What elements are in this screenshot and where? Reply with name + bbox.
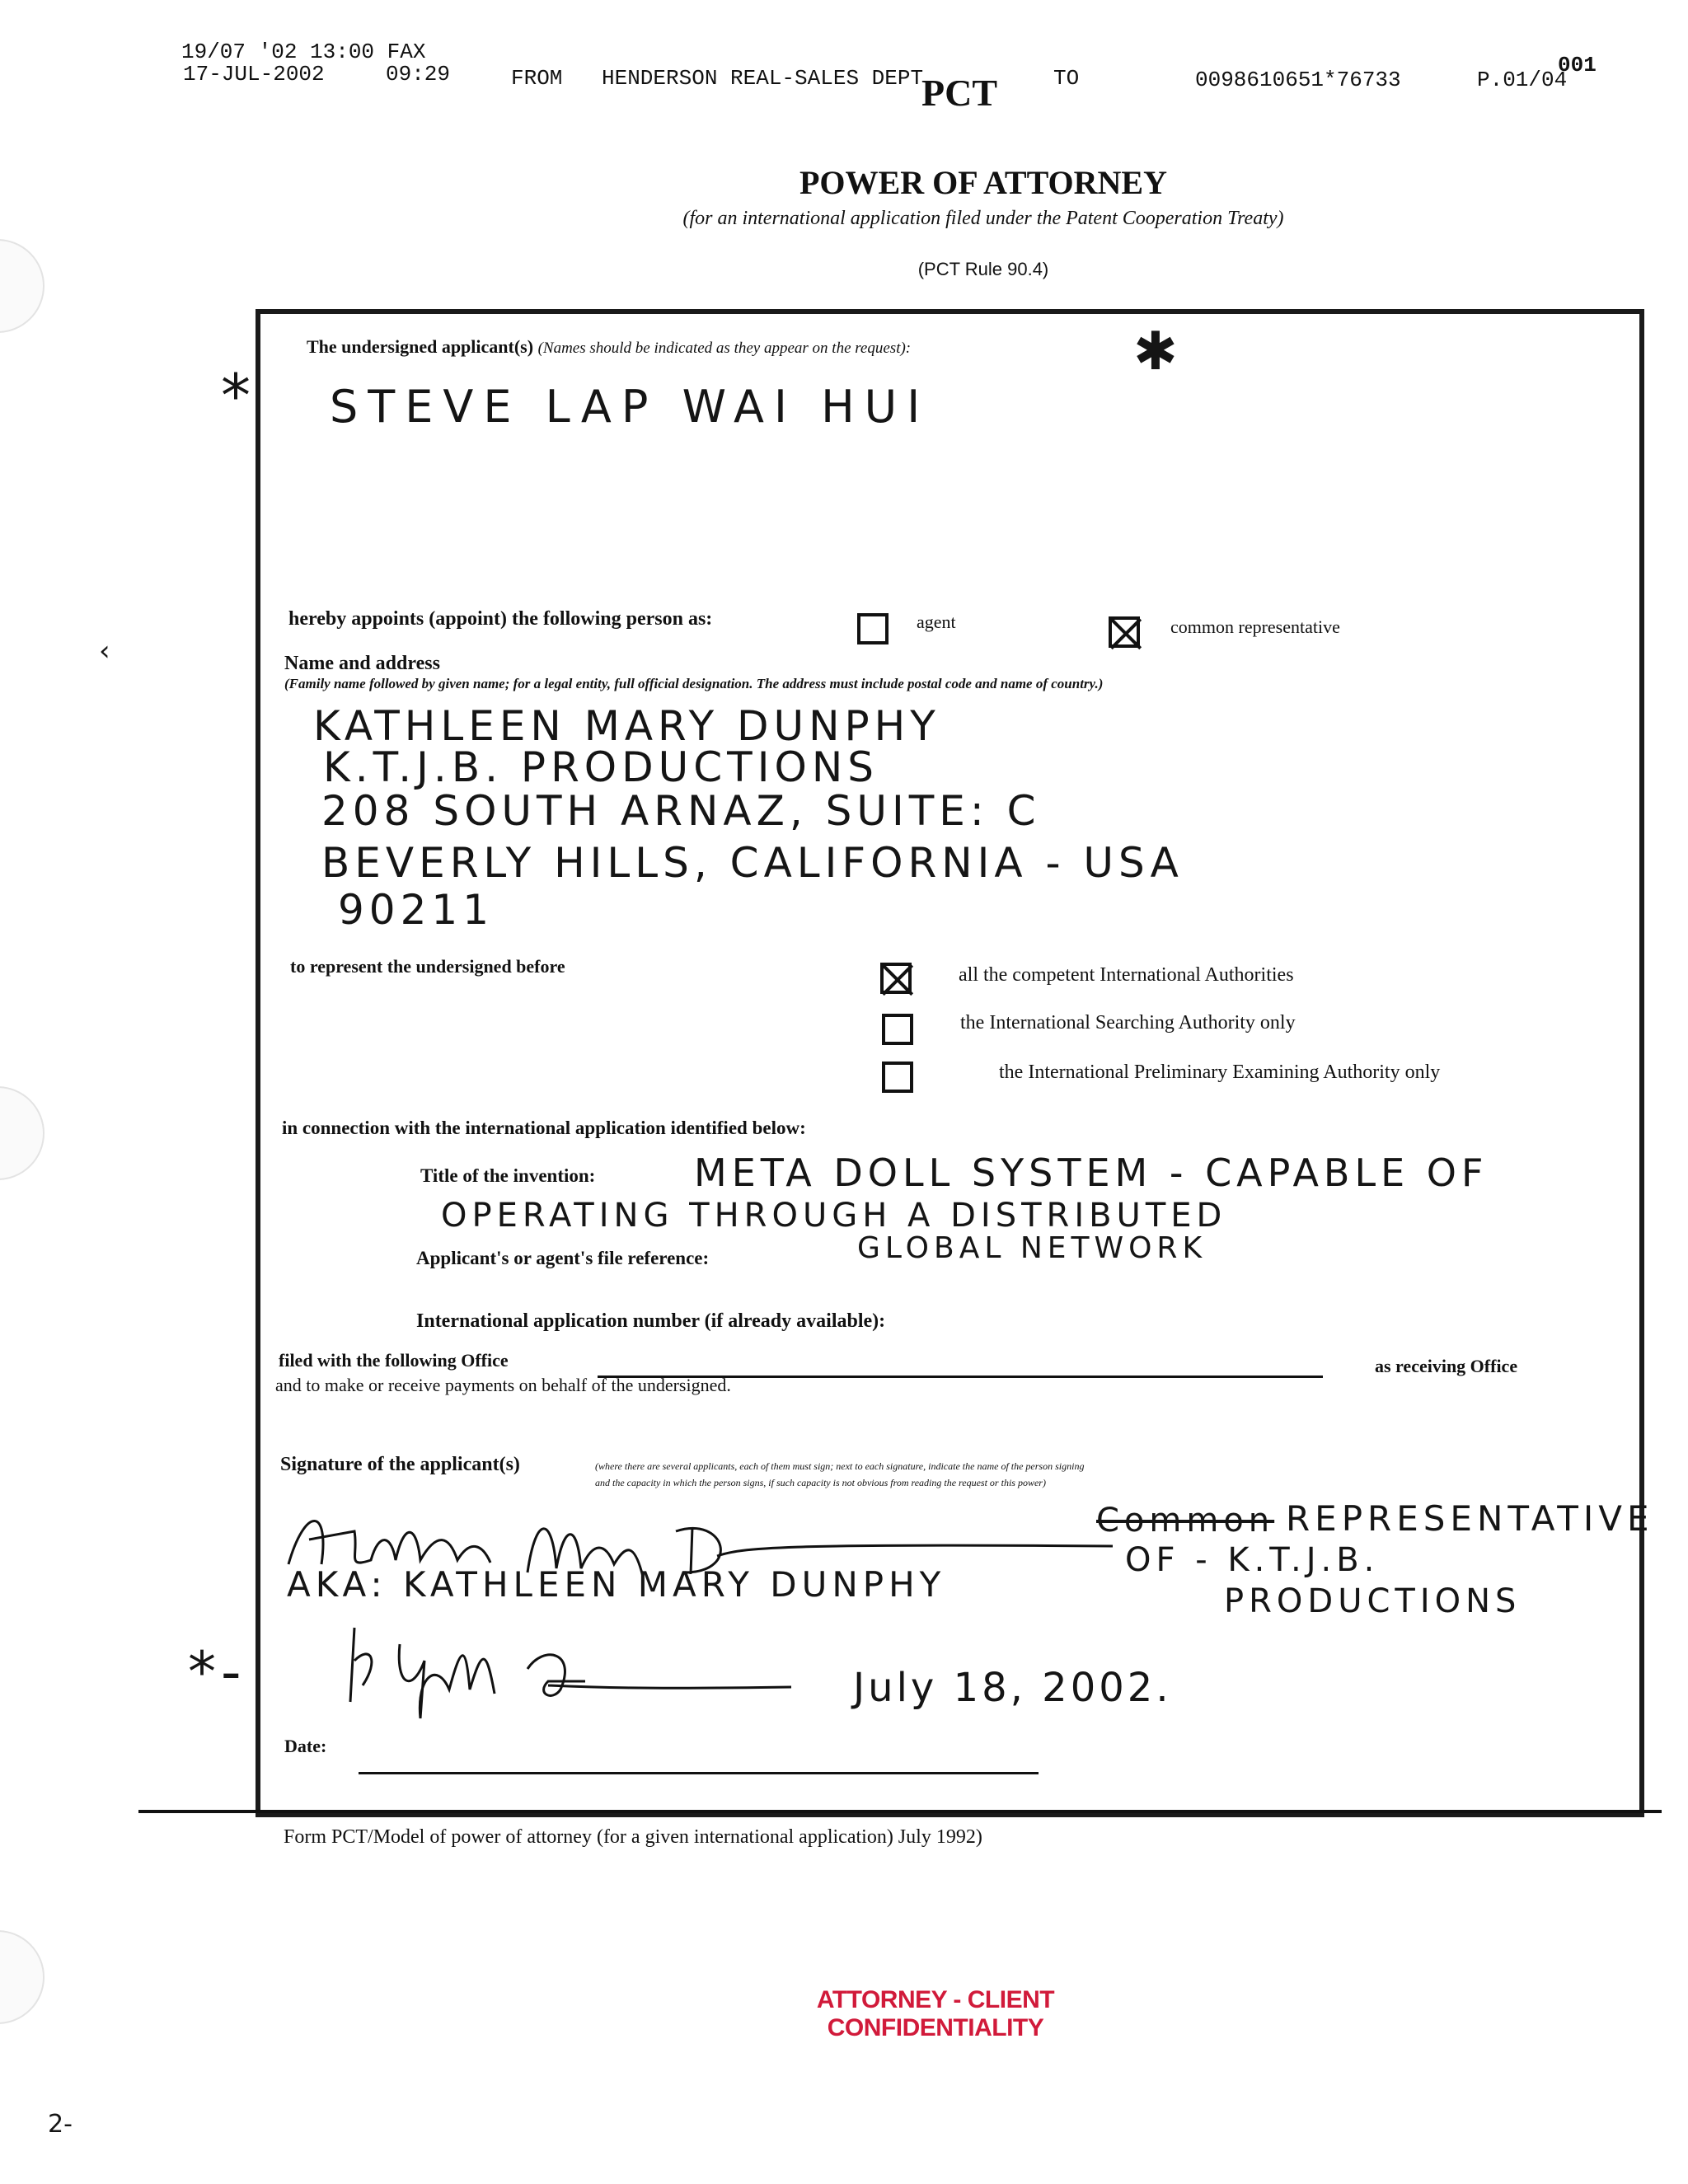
binder-hole-middle bbox=[0, 1086, 45, 1180]
applicants-label-text: The undersigned applicant(s) bbox=[307, 336, 534, 357]
address-line-5: 90211 bbox=[338, 886, 495, 934]
signature-margin-star: *- bbox=[188, 1640, 246, 1705]
preliminary-examining-checkbox[interactable] bbox=[882, 1062, 913, 1093]
all-authorities-label: all the competent International Authorities bbox=[959, 964, 1294, 986]
searching-authority-checkbox[interactable] bbox=[882, 1014, 913, 1045]
margin-scribble: ‹ bbox=[99, 635, 110, 668]
capacity-line-3: PRODUCTIONS bbox=[1224, 1582, 1522, 1620]
asterisk-mark: ✱ bbox=[1133, 321, 1183, 382]
fax-header-line1: 19/07 '02 13:00 FAX bbox=[181, 40, 426, 64]
date-label: Date: bbox=[284, 1736, 327, 1756]
fax-page-number: 001 bbox=[1558, 53, 1597, 77]
stamp-line-2: CONFIDENTIALITY bbox=[827, 2014, 1044, 2041]
applicant-name-handwritten: STEVE LAP WAI HUI bbox=[330, 381, 931, 433]
binder-hole-bottom bbox=[0, 1930, 45, 2024]
bottom-margin-mark: 2- bbox=[48, 2110, 73, 2139]
signature-note-1: (where there are several applicants, each of them must sign; next to each signature, indicate the name of the person signing bbox=[595, 1460, 1085, 1472]
common-representative-checkbox[interactable] bbox=[1109, 616, 1140, 648]
payments-text: and to make or receive payments on behalf of the undersigned. bbox=[275, 1375, 731, 1395]
invention-title-line-1: META DOLL SYSTEM - CAPABLE OF bbox=[694, 1151, 1489, 1195]
form-footer-text: Form PCT/Model of power of attorney (for a given international application) July 1992) bbox=[284, 1826, 982, 1848]
page-subtitle: (for an international application filed under the Patent Cooperation Treaty) bbox=[682, 208, 1284, 229]
steve-signature bbox=[338, 1611, 799, 1727]
name-address-note: (Family name followed by given name; for a legal entity, full official designation. The address must include postal code and name of country.) bbox=[284, 676, 1104, 691]
represent-label: to represent the undersigned before bbox=[290, 956, 565, 977]
filed-with-label: filed with the following Office bbox=[279, 1350, 509, 1371]
fax-header-time: 09:29 bbox=[386, 62, 451, 87]
agent-label: agent bbox=[917, 612, 956, 632]
signature-note-2: and the capacity in which the person signs, if such capacity is not obvious from reading the request or this power) bbox=[595, 1477, 1046, 1488]
rule-reference: (PCT Rule 90.4) bbox=[917, 259, 1049, 279]
invention-title-label: Title of the invention: bbox=[420, 1165, 596, 1186]
stamp-line-1: ATTORNEY - CLIENT bbox=[816, 1986, 1055, 2013]
binder-hole-top bbox=[0, 239, 45, 333]
receiving-office-label: as receiving Office bbox=[1375, 1356, 1518, 1376]
footer-rule bbox=[138, 1810, 1662, 1813]
all-authorities-checkbox[interactable] bbox=[880, 963, 912, 994]
handwritten-date: July 18, 2002. bbox=[853, 1665, 1172, 1711]
address-line-3: 208 SOUTH ARNAZ, SUITE: C bbox=[321, 787, 1041, 835]
address-line-1: KATHLEEN MARY DUNPHY bbox=[313, 702, 940, 750]
applicants-margin-star: * bbox=[221, 361, 256, 430]
applicants-label bbox=[307, 336, 911, 358]
fax-header-date: 17-JUL-2002 bbox=[183, 62, 325, 87]
fax-from-label: FROM bbox=[511, 66, 563, 91]
date-line bbox=[359, 1772, 1039, 1774]
searching-authority-label: the International Searching Authority only bbox=[960, 1012, 1296, 1033]
agent-checkbox[interactable] bbox=[857, 613, 889, 644]
capacity-strikethrough: Common bbox=[1096, 1502, 1275, 1540]
file-reference-label: Applicant's or agent's file reference: bbox=[416, 1248, 710, 1268]
fax-page-ref: P.01/04 bbox=[1477, 68, 1568, 92]
fax-from-value: HENDERSON REAL-SALES DEPT bbox=[602, 66, 924, 91]
intl-number-label: International application number (if already available): bbox=[416, 1310, 886, 1332]
connection-text: in connection with the international application identified below: bbox=[282, 1118, 806, 1138]
fax-to-number: 0098610651*76733 bbox=[1195, 68, 1401, 92]
appointment-text: hereby appoints (appoint) the following person as: bbox=[288, 608, 713, 630]
confidentiality-stamp bbox=[758, 1986, 1113, 2042]
capacity-line-1: REPRESENTATIVE bbox=[1286, 1498, 1654, 1539]
signature-label: Signature of the applicant(s) bbox=[280, 1454, 520, 1475]
applicants-label-note: (Names should be indicated as they appear on the request): bbox=[537, 340, 912, 357]
page-title: POWER OF ATTORNEY bbox=[799, 164, 1167, 201]
invention-title-line-2: OPERATING THROUGH A DISTRIBUTED bbox=[441, 1197, 1227, 1235]
name-address-label: Name and address bbox=[284, 653, 440, 674]
aka-line: AKA: KATHLEEN MARY DUNPHY bbox=[287, 1564, 946, 1605]
capacity-line-2: OF - K.T.J.B. bbox=[1125, 1541, 1380, 1579]
preliminary-examining-label: the International Preliminary Examining Authority only bbox=[999, 1062, 1441, 1083]
invention-title-line-3: GLOBAL NETWORK bbox=[857, 1231, 1207, 1265]
address-line-2: K.T.J.B. PRODUCTIONS bbox=[323, 743, 879, 791]
fax-to-label: TO bbox=[1053, 66, 1080, 91]
address-line-4: BEVERLY HILLS, CALIFORNIA - USA bbox=[321, 839, 1184, 887]
pct-mark: PCT bbox=[921, 81, 997, 114]
common-representative-label: common representative bbox=[1170, 616, 1340, 637]
